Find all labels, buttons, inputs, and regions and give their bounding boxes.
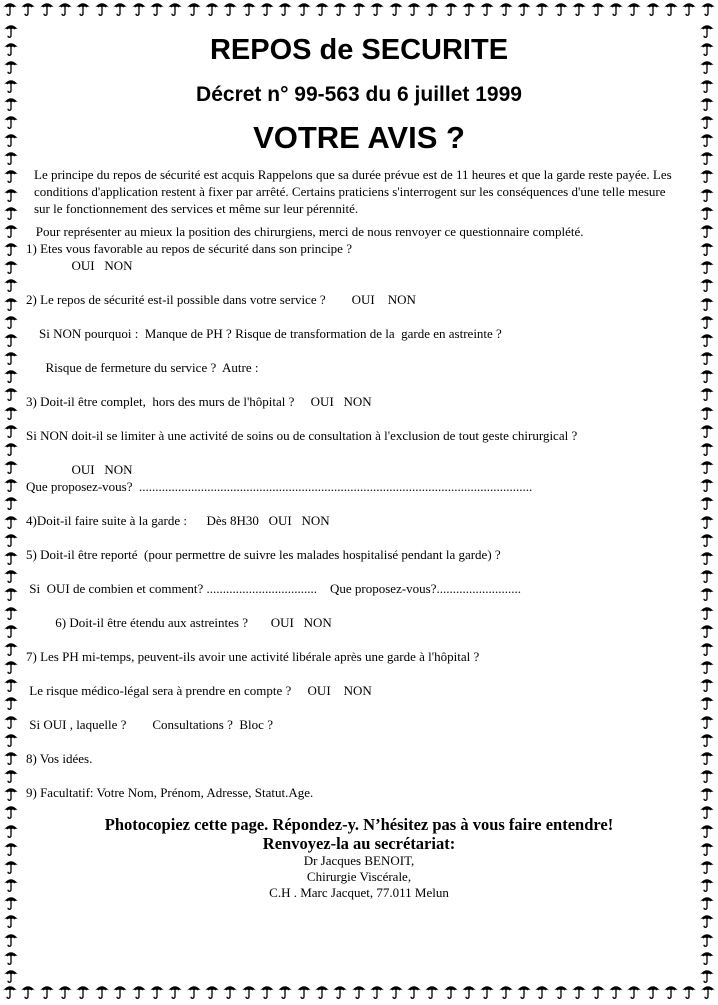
question-5-followup: Si OUI de combien et comment? .................................. Que proposez-vous?.......................... <box>26 581 522 596</box>
umbrella-icon <box>3 131 19 147</box>
umbrella-icon <box>608 0 624 16</box>
umbrella-icon <box>406 983 422 999</box>
question-7-followup: Le risque médico-légal sera à prendre en compte ? OUI NON <box>26 683 372 698</box>
umbrella-icon <box>167 983 183 999</box>
umbrella-icon <box>699 640 715 656</box>
umbrella-icon <box>369 983 385 999</box>
umbrella-icon <box>699 240 715 256</box>
umbrella-icon <box>534 983 550 999</box>
contact-name: Dr Jacques BENOIT, <box>303 853 415 868</box>
umbrella-icon <box>699 949 715 965</box>
umbrella-icon <box>3 494 19 510</box>
umbrella-icon <box>57 983 73 999</box>
umbrella-icon <box>3 604 19 620</box>
umbrella-icon <box>351 983 367 999</box>
umbrella-icon <box>3 513 19 529</box>
umbrella-icon <box>277 983 293 999</box>
umbrella-icon <box>2 983 18 999</box>
umbrella-icon <box>296 983 312 999</box>
footer <box>26 815 692 901</box>
umbrella-icon <box>699 95 715 111</box>
umbrella-icon <box>3 22 19 38</box>
umbrella-icon <box>3 58 19 74</box>
umbrella-icon <box>498 983 514 999</box>
umbrella-icon <box>3 404 19 420</box>
umbrella-icon <box>498 0 514 16</box>
umbrella-icon <box>699 58 715 74</box>
intro-paragraph: Le principe du repos de sécurité est acquis Rappelons que sa durée prévue est de 11 heures et que la garde reste payée. Les conditions d'application restent à fixer par arrêté. Certains praticiens s'interrogent sur les conséquences d'une telle mesure sur le fonctionnement des services et même sur leur pérennité. <box>34 167 672 216</box>
umbrella-icon <box>186 0 202 16</box>
question-4: 4)Doit-il faire suite à la garde : Dès 8H30 OUI NON <box>26 513 330 528</box>
umbrella-icon <box>3 295 19 311</box>
umbrella-icon <box>3 476 19 492</box>
question-3: 3) Doit-il être complet, hors des murs de l'hôpital ? OUI NON <box>26 394 372 409</box>
umbrella-icon <box>3 331 19 347</box>
umbrella-icon <box>699 749 715 765</box>
umbrella-icon <box>3 186 19 202</box>
question-1-answers: OUI NON <box>26 258 133 273</box>
umbrella-icon <box>3 713 19 729</box>
umbrella-icon <box>3 676 19 692</box>
umbrella-icon <box>314 0 330 16</box>
umbrella-icon <box>3 785 19 801</box>
umbrella-icon <box>131 0 147 16</box>
umbrella-icon <box>149 0 165 16</box>
question-8: 8) Vos idées. <box>26 751 93 766</box>
umbrella-icon <box>3 167 19 183</box>
umbrella-icon <box>461 0 477 16</box>
umbrella-icon <box>699 258 715 274</box>
questionnaire-page <box>26 30 692 901</box>
umbrella-icon <box>699 167 715 183</box>
umbrella-icon <box>112 0 128 16</box>
return-instruction: Renvoyez-la au secrétariat: <box>262 834 456 853</box>
questionnaire <box>26 223 692 801</box>
umbrella-icon <box>626 0 642 16</box>
umbrella-icon <box>571 0 587 16</box>
umbrella-icon <box>3 894 19 910</box>
umbrella-icon <box>3 531 19 547</box>
questionnaire-lead: Pour représenter au mieux la position des chirurgiens, merci de nous renvoyer ce questionnaire complété. <box>26 224 584 239</box>
umbrella-icon <box>699 77 715 93</box>
umbrella-icon <box>3 912 19 928</box>
umbrella-icon <box>3 949 19 965</box>
umbrella-icon <box>3 349 19 365</box>
umbrella-icon <box>369 0 385 16</box>
umbrella-icon <box>681 983 697 999</box>
umbrella-icon <box>699 531 715 547</box>
umbrella-icon <box>3 440 19 456</box>
question-9: 9) Facultatif: Votre Nom, Prénom, Adresse, Statut.Age. <box>26 785 314 800</box>
umbrella-icon <box>241 983 257 999</box>
umbrella-icon <box>553 983 569 999</box>
umbrella-icon <box>699 604 715 620</box>
umbrella-icon <box>241 0 257 16</box>
umbrella-icon <box>645 983 661 999</box>
photocopy-instruction: Photocopiez cette page. Répondez-y. N’hésitez pas à vous faire entendre! <box>104 815 614 834</box>
umbrella-icon <box>699 803 715 819</box>
bottom-umbrella-border <box>0 983 718 1005</box>
umbrella-icon <box>259 0 275 16</box>
umbrella-icon <box>20 983 36 999</box>
umbrella-icon <box>663 0 679 16</box>
umbrella-icon <box>3 385 19 401</box>
umbrella-icon <box>699 113 715 129</box>
umbrella-icon <box>3 749 19 765</box>
question-2: 2) Le repos de sécurité est-il possible dans votre service ? OUI NON <box>26 292 416 307</box>
umbrella-icon <box>516 983 532 999</box>
umbrella-icon <box>3 694 19 710</box>
umbrella-icon <box>3 822 19 838</box>
umbrella-icon <box>149 983 165 999</box>
umbrella-icon <box>222 983 238 999</box>
umbrella-icon <box>3 313 19 329</box>
umbrella-icon <box>3 731 19 747</box>
umbrella-icon <box>699 513 715 529</box>
umbrella-icon <box>681 0 697 16</box>
umbrella-icon <box>699 440 715 456</box>
umbrella-icon <box>277 0 293 16</box>
umbrella-icon <box>222 0 238 16</box>
question-7-followup-2: Si OUI , laquelle ? Consultations ? Bloc ? <box>26 717 273 732</box>
umbrella-icon <box>699 422 715 438</box>
question-6: 6) Doit-il être étendu aux astreintes ? OUI NON <box>26 615 332 630</box>
umbrella-icon <box>3 95 19 111</box>
question-1: 1) Etes vous favorable au repos de sécurité dans son principe ? <box>26 241 352 256</box>
umbrella-icon <box>3 567 19 583</box>
umbrella-icon <box>3 967 19 983</box>
question-5: 5) Doit-il être reporté (pour permettre de suivre les malades hospitalisé pendant la garde) ? <box>26 547 501 562</box>
page-title: REPOS de SECURITE <box>209 34 509 66</box>
umbrella-icon <box>443 0 459 16</box>
umbrella-icon <box>699 385 715 401</box>
umbrella-icon <box>3 204 19 220</box>
umbrella-icon <box>699 149 715 165</box>
umbrella-icon <box>3 240 19 256</box>
question-2-followup-2: Risque de fermeture du service ? Autre : <box>26 360 259 375</box>
votre-avis-heading: VOTRE AVIS ? <box>253 120 465 155</box>
umbrella-icon <box>259 983 275 999</box>
umbrella-icon <box>663 983 679 999</box>
left-umbrella-border <box>0 22 22 983</box>
umbrella-icon <box>204 983 220 999</box>
umbrella-icon <box>699 931 715 947</box>
umbrella-icon <box>2 0 18 16</box>
umbrella-icon <box>590 983 606 999</box>
umbrella-icon <box>351 0 367 16</box>
umbrella-icon <box>699 222 715 238</box>
umbrella-icon <box>332 983 348 999</box>
umbrella-icon <box>699 349 715 365</box>
umbrella-icon <box>699 549 715 565</box>
umbrella-icon <box>388 0 404 16</box>
umbrella-icon <box>3 458 19 474</box>
umbrella-icon <box>3 276 19 292</box>
umbrella-icon <box>3 803 19 819</box>
umbrella-icon <box>461 983 477 999</box>
umbrella-icon <box>699 22 715 38</box>
question-3-followup: Si NON doit-il se limiter à une activité de soins ou de consultation à l'exclusion de tout geste chirurgical ? <box>26 428 578 443</box>
umbrella-icon <box>699 458 715 474</box>
umbrella-icon <box>75 0 91 16</box>
umbrella-icon <box>699 313 715 329</box>
umbrella-icon <box>699 276 715 292</box>
umbrella-icon <box>167 0 183 16</box>
umbrella-icon <box>3 77 19 93</box>
decree-subtitle: Décret n° 99-563 du 6 juillet 1999 <box>196 83 522 106</box>
umbrella-icon <box>553 0 569 16</box>
umbrella-icon <box>39 983 55 999</box>
question-3-answers: OUI NON <box>26 462 133 477</box>
umbrella-icon <box>699 858 715 874</box>
umbrella-icon <box>3 858 19 874</box>
umbrella-icon <box>699 876 715 892</box>
umbrella-icon <box>699 476 715 492</box>
umbrella-icon <box>590 0 606 16</box>
question-3-propose: Que proposez-vous? ......................................................................................................................... <box>26 479 533 494</box>
umbrella-icon <box>699 295 715 311</box>
umbrella-icon <box>699 840 715 856</box>
umbrella-icon <box>314 983 330 999</box>
umbrella-icon <box>406 0 422 16</box>
umbrella-icon <box>699 331 715 347</box>
umbrella-icon <box>296 0 312 16</box>
umbrella-icon <box>131 983 147 999</box>
umbrella-icon <box>20 0 36 16</box>
umbrella-icon <box>3 40 19 56</box>
umbrella-icon <box>699 658 715 674</box>
umbrella-icon <box>3 149 19 165</box>
umbrella-icon <box>608 983 624 999</box>
umbrella-icon <box>3 549 19 565</box>
umbrella-icon <box>3 840 19 856</box>
umbrella-icon <box>699 676 715 692</box>
umbrella-icon <box>112 983 128 999</box>
umbrella-icon <box>443 983 459 999</box>
umbrella-icon <box>516 0 532 16</box>
umbrella-icon <box>699 785 715 801</box>
question-2-followup: Si NON pourquoi : Manque de PH ? Risque de transformation de la garde en astreinte ? <box>26 326 502 341</box>
umbrella-icon <box>571 983 587 999</box>
umbrella-icon <box>699 894 715 910</box>
umbrella-icon <box>94 0 110 16</box>
umbrella-icon <box>699 694 715 710</box>
contact-department: Chirurgie Viscérale, <box>306 869 412 884</box>
umbrella-icon <box>699 567 715 583</box>
umbrella-icon <box>699 204 715 220</box>
umbrella-icon <box>424 0 440 16</box>
umbrella-icon <box>3 113 19 129</box>
umbrella-icon <box>699 622 715 638</box>
umbrella-icon <box>388 983 404 999</box>
umbrella-icon <box>3 585 19 601</box>
umbrella-icon <box>700 983 716 999</box>
umbrella-icon <box>699 40 715 56</box>
top-umbrella-border <box>0 0 718 22</box>
umbrella-icon <box>699 912 715 928</box>
umbrella-icon <box>3 658 19 674</box>
umbrella-icon <box>3 767 19 783</box>
umbrella-icon <box>699 713 715 729</box>
umbrella-icon <box>39 0 55 16</box>
umbrella-icon <box>699 822 715 838</box>
umbrella-icon <box>332 0 348 16</box>
umbrella-icon <box>699 494 715 510</box>
umbrella-icon <box>424 983 440 999</box>
umbrella-icon <box>3 222 19 238</box>
umbrella-icon <box>534 0 550 16</box>
umbrella-icon <box>699 131 715 147</box>
contact-address: C.H . Marc Jacquet, 77.011 Melun <box>269 885 449 900</box>
umbrella-icon <box>75 983 91 999</box>
umbrella-icon <box>94 983 110 999</box>
umbrella-icon <box>479 983 495 999</box>
umbrella-icon <box>204 0 220 16</box>
umbrella-icon <box>645 0 661 16</box>
umbrella-icon <box>3 876 19 892</box>
umbrella-icon <box>186 983 202 999</box>
umbrella-icon <box>3 258 19 274</box>
umbrella-icon <box>699 767 715 783</box>
umbrella-icon <box>699 585 715 601</box>
umbrella-icon <box>699 731 715 747</box>
umbrella-icon <box>626 983 642 999</box>
umbrella-icon <box>479 0 495 16</box>
umbrella-icon <box>3 367 19 383</box>
umbrella-icon <box>699 967 715 983</box>
umbrella-icon <box>3 931 19 947</box>
umbrella-icon <box>699 186 715 202</box>
umbrella-icon <box>57 0 73 16</box>
question-7: 7) Les PH mi-temps, peuvent-ils avoir une activité libérale après une garde à l'hôpital ? <box>26 649 480 664</box>
umbrella-icon <box>699 404 715 420</box>
umbrella-icon <box>700 0 716 16</box>
umbrella-icon <box>3 422 19 438</box>
umbrella-icon <box>699 367 715 383</box>
umbrella-icon <box>3 640 19 656</box>
right-umbrella-border <box>696 22 718 983</box>
umbrella-icon <box>3 622 19 638</box>
